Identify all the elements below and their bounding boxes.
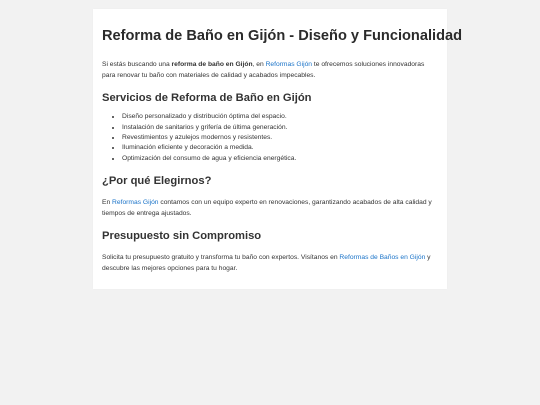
why-heading: ¿Por qué Elegirnos? xyxy=(102,175,212,188)
budget-paragraph xyxy=(102,253,438,274)
services-list-item: • Diseño personalizado y distribución óptima del espacio. xyxy=(122,112,438,122)
services-list-item: • Optimización del consumo de agua y eficiencia energética. xyxy=(122,154,438,164)
budget-text-1: Solicita tu presupuesto gratuito y transforma tu baño con expertos. Visítanos en xyxy=(102,254,340,262)
intro-reformas-link[interactable]: Reformas Gijón xyxy=(265,61,313,68)
why-text-1: En xyxy=(102,199,113,207)
intro-paragraph xyxy=(102,60,438,81)
why-text-2: contamos con un equipo experto en renovaciones, garantizando acabados de alta calidad y tiempos de entrega ajustados. xyxy=(102,199,432,217)
why-paragraph xyxy=(102,198,438,219)
services-list-item: • Iluminación eficiente y decoración a medida. xyxy=(122,143,438,153)
services-list-item: • Revestimientos y azulejos modernos y resistentes. xyxy=(122,133,438,143)
intro-strong: reforma de baño en Gijón xyxy=(171,61,253,68)
article-card xyxy=(93,9,463,289)
intro-text-2: , en xyxy=(252,61,266,68)
why-reformas-link[interactable]: Reformas Gijón xyxy=(112,199,159,207)
budget-reformas-banos-link[interactable]: Reformas de Baños en Gijón xyxy=(339,254,426,262)
intro-text-1: Si estás buscando una xyxy=(102,61,172,68)
page-title: Reforma de Baño en Gijón - Diseño y Funcionalidad xyxy=(102,28,463,44)
services-list-item: • Instalación de sanitarios y grifería de última generación. xyxy=(122,123,438,133)
budget-heading: Presupuesto sin Compromiso xyxy=(102,230,262,243)
intro-text-3: te ofrecemos soluciones innovadoras para renovar tu baño con materiales de calidad y acabados impecables. xyxy=(102,61,425,79)
services-heading: Servicios de Reforma de Baño en Gijón xyxy=(102,92,312,105)
services-list xyxy=(102,112,438,164)
budget-text-2: y descubre las mejores opciones para tu hogar. xyxy=(102,254,431,272)
